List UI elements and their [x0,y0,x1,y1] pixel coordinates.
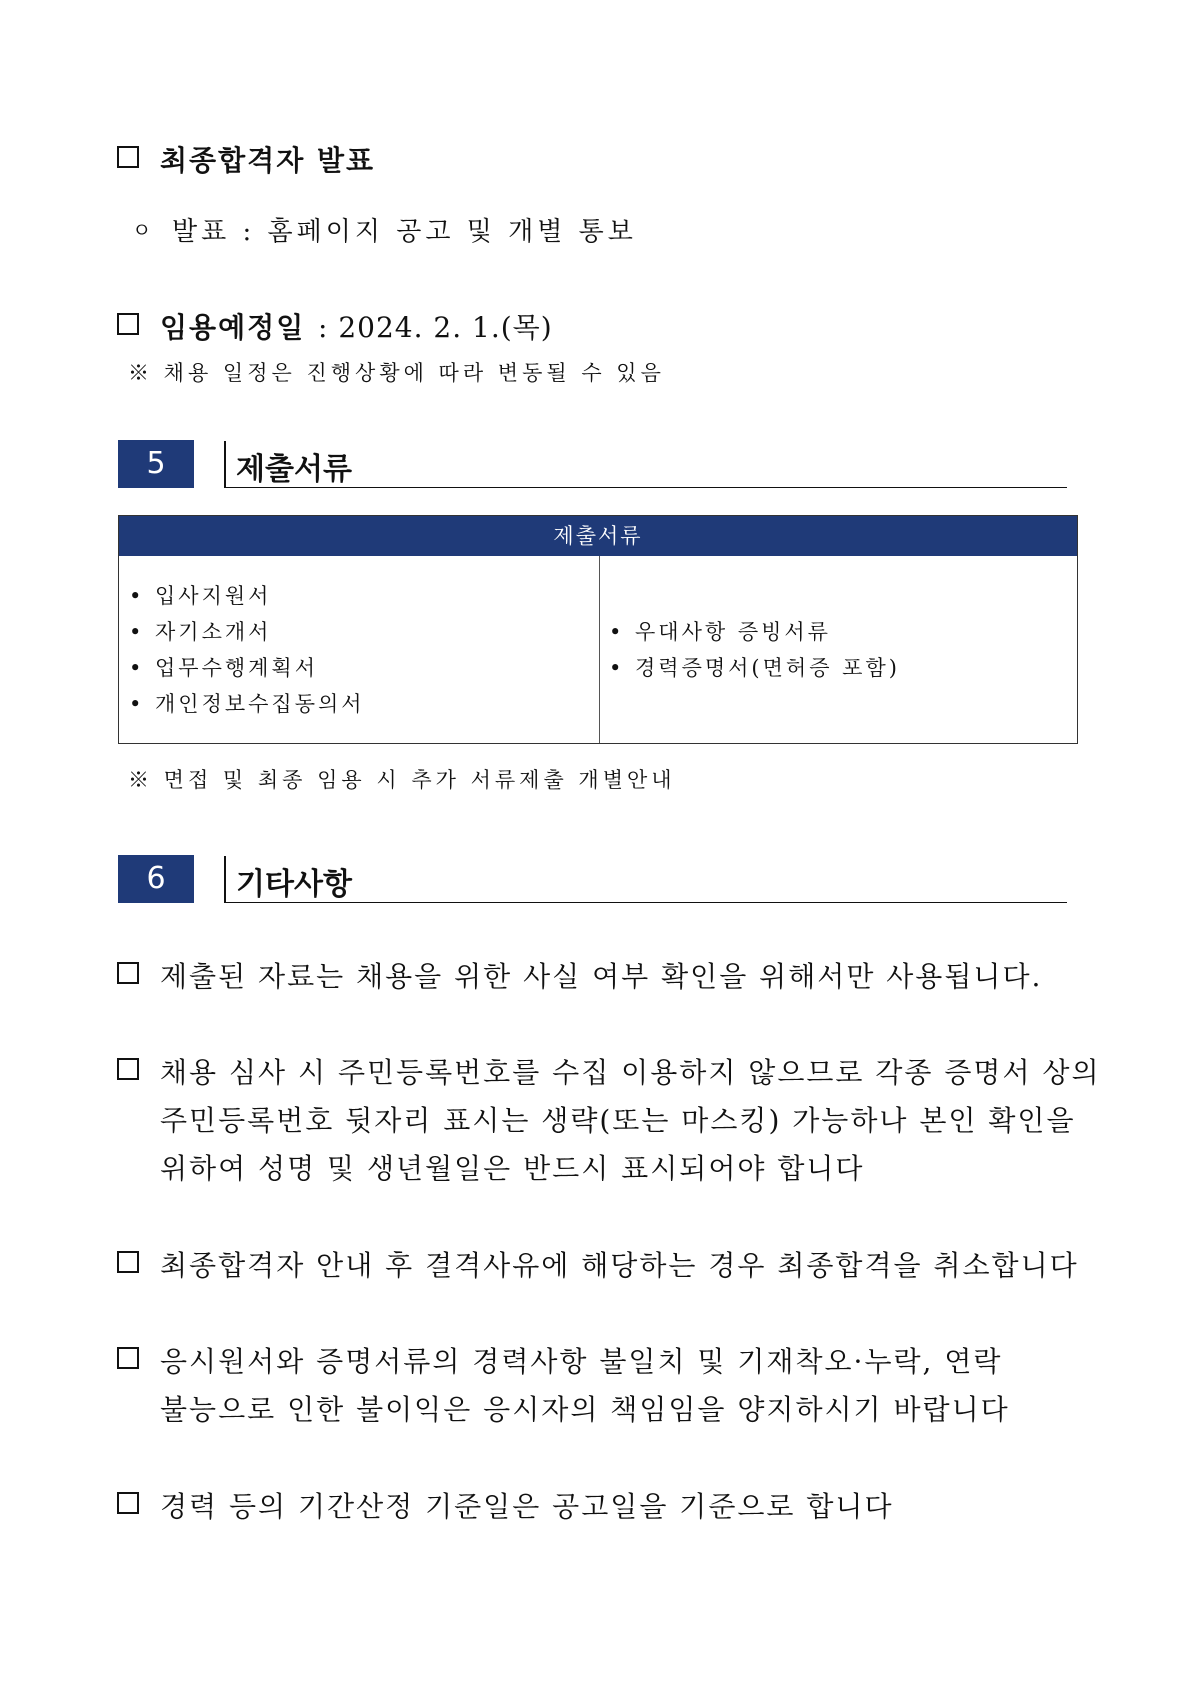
notice-item-line: 경력 등의 기간산정 기준일은 공고일을 기준으로 합니다 [160,1490,894,1523]
checkbox-square-icon [117,1492,139,1514]
table-cell-left [119,556,600,743]
table-cell-right [599,556,1077,743]
document-list [129,578,365,722]
section-title: 기타사항 [236,867,352,902]
bullet-dot-icon: • [609,620,625,644]
circle-bullet-icon: ㅇ [132,218,156,242]
list-item: • 경력증명서(면허증 포함) [609,650,900,686]
notice-item-line: 제출된 자료는 채용을 위한 사실 여부 확인을 위해서만 사용됩니다. [160,960,1043,993]
section-title: 제출서류 [236,452,352,487]
bullet-dot-icon: • [129,620,145,644]
notice-item-line: 응시원서와 증명서류의 경력사항 불일치 및 기재착오·누락, 연락 [160,1345,1003,1378]
notice-item-line: 최종합격자 안내 후 결격사유에 해당하는 경우 최종합격을 취소합니다 [160,1249,1079,1282]
list-item: • 우대사항 증빙서류 [609,614,900,650]
checkbox-square-icon [117,146,139,168]
checkbox-square-icon [117,1058,139,1080]
documents-note: ※ 면접 및 최종 임용 시 추가 서류제출 개별안내 [128,768,676,792]
appointment-heading: 임용예정일 [160,311,306,344]
section-divider-bar [224,441,226,487]
bullet-dot-icon: • [609,656,625,680]
checkbox-square-icon [117,1347,139,1369]
document-list [609,614,900,686]
final-pass-item: 발표 : 홈페이지 공고 및 개별 통보 [172,217,637,247]
bullet-dot-icon: • [129,584,145,608]
section-divider-bar [224,856,226,902]
list-item: • 자기소개서 [129,614,365,650]
checkbox-square-icon [117,1251,139,1273]
list-item: • 업무수행계획서 [129,650,365,686]
appointment-note: ※ 채용 일정은 진행상황에 따라 변동될 수 있음 [128,361,665,385]
notice-item-line: 주민등록번호 뒷자리 표시는 생략(또는 마스킹) 가능하나 본인 확인을 [160,1104,1076,1137]
notice-item-line: 위하여 성명 및 생년월일은 반드시 표시되어야 합니다 [160,1152,865,1185]
list-item: • 입사지원서 [129,578,365,614]
section-number-badge: 6 [118,855,194,903]
notice-item-line: 불능으로 인한 불이익은 응시자의 책임임을 양지하시기 바랍니다 [160,1393,1010,1426]
documents-table [118,515,1078,744]
table-header: 제출서류 [119,516,1077,556]
final-pass-heading: 최종합격자 발표 [160,144,376,177]
checkbox-square-icon [117,962,139,984]
bullet-dot-icon: • [129,656,145,680]
checkbox-square-icon [117,313,139,335]
appointment-date: : 2024. 2. 1.(목) [318,311,553,344]
list-item: • 개인정보수집동의서 [129,686,365,722]
section-number-badge: 5 [118,440,194,488]
bullet-dot-icon: • [129,692,145,716]
notice-item-line: 채용 심사 시 주민등록번호를 수집 이용하지 않으므로 각종 증명서 상의 [160,1056,1101,1089]
